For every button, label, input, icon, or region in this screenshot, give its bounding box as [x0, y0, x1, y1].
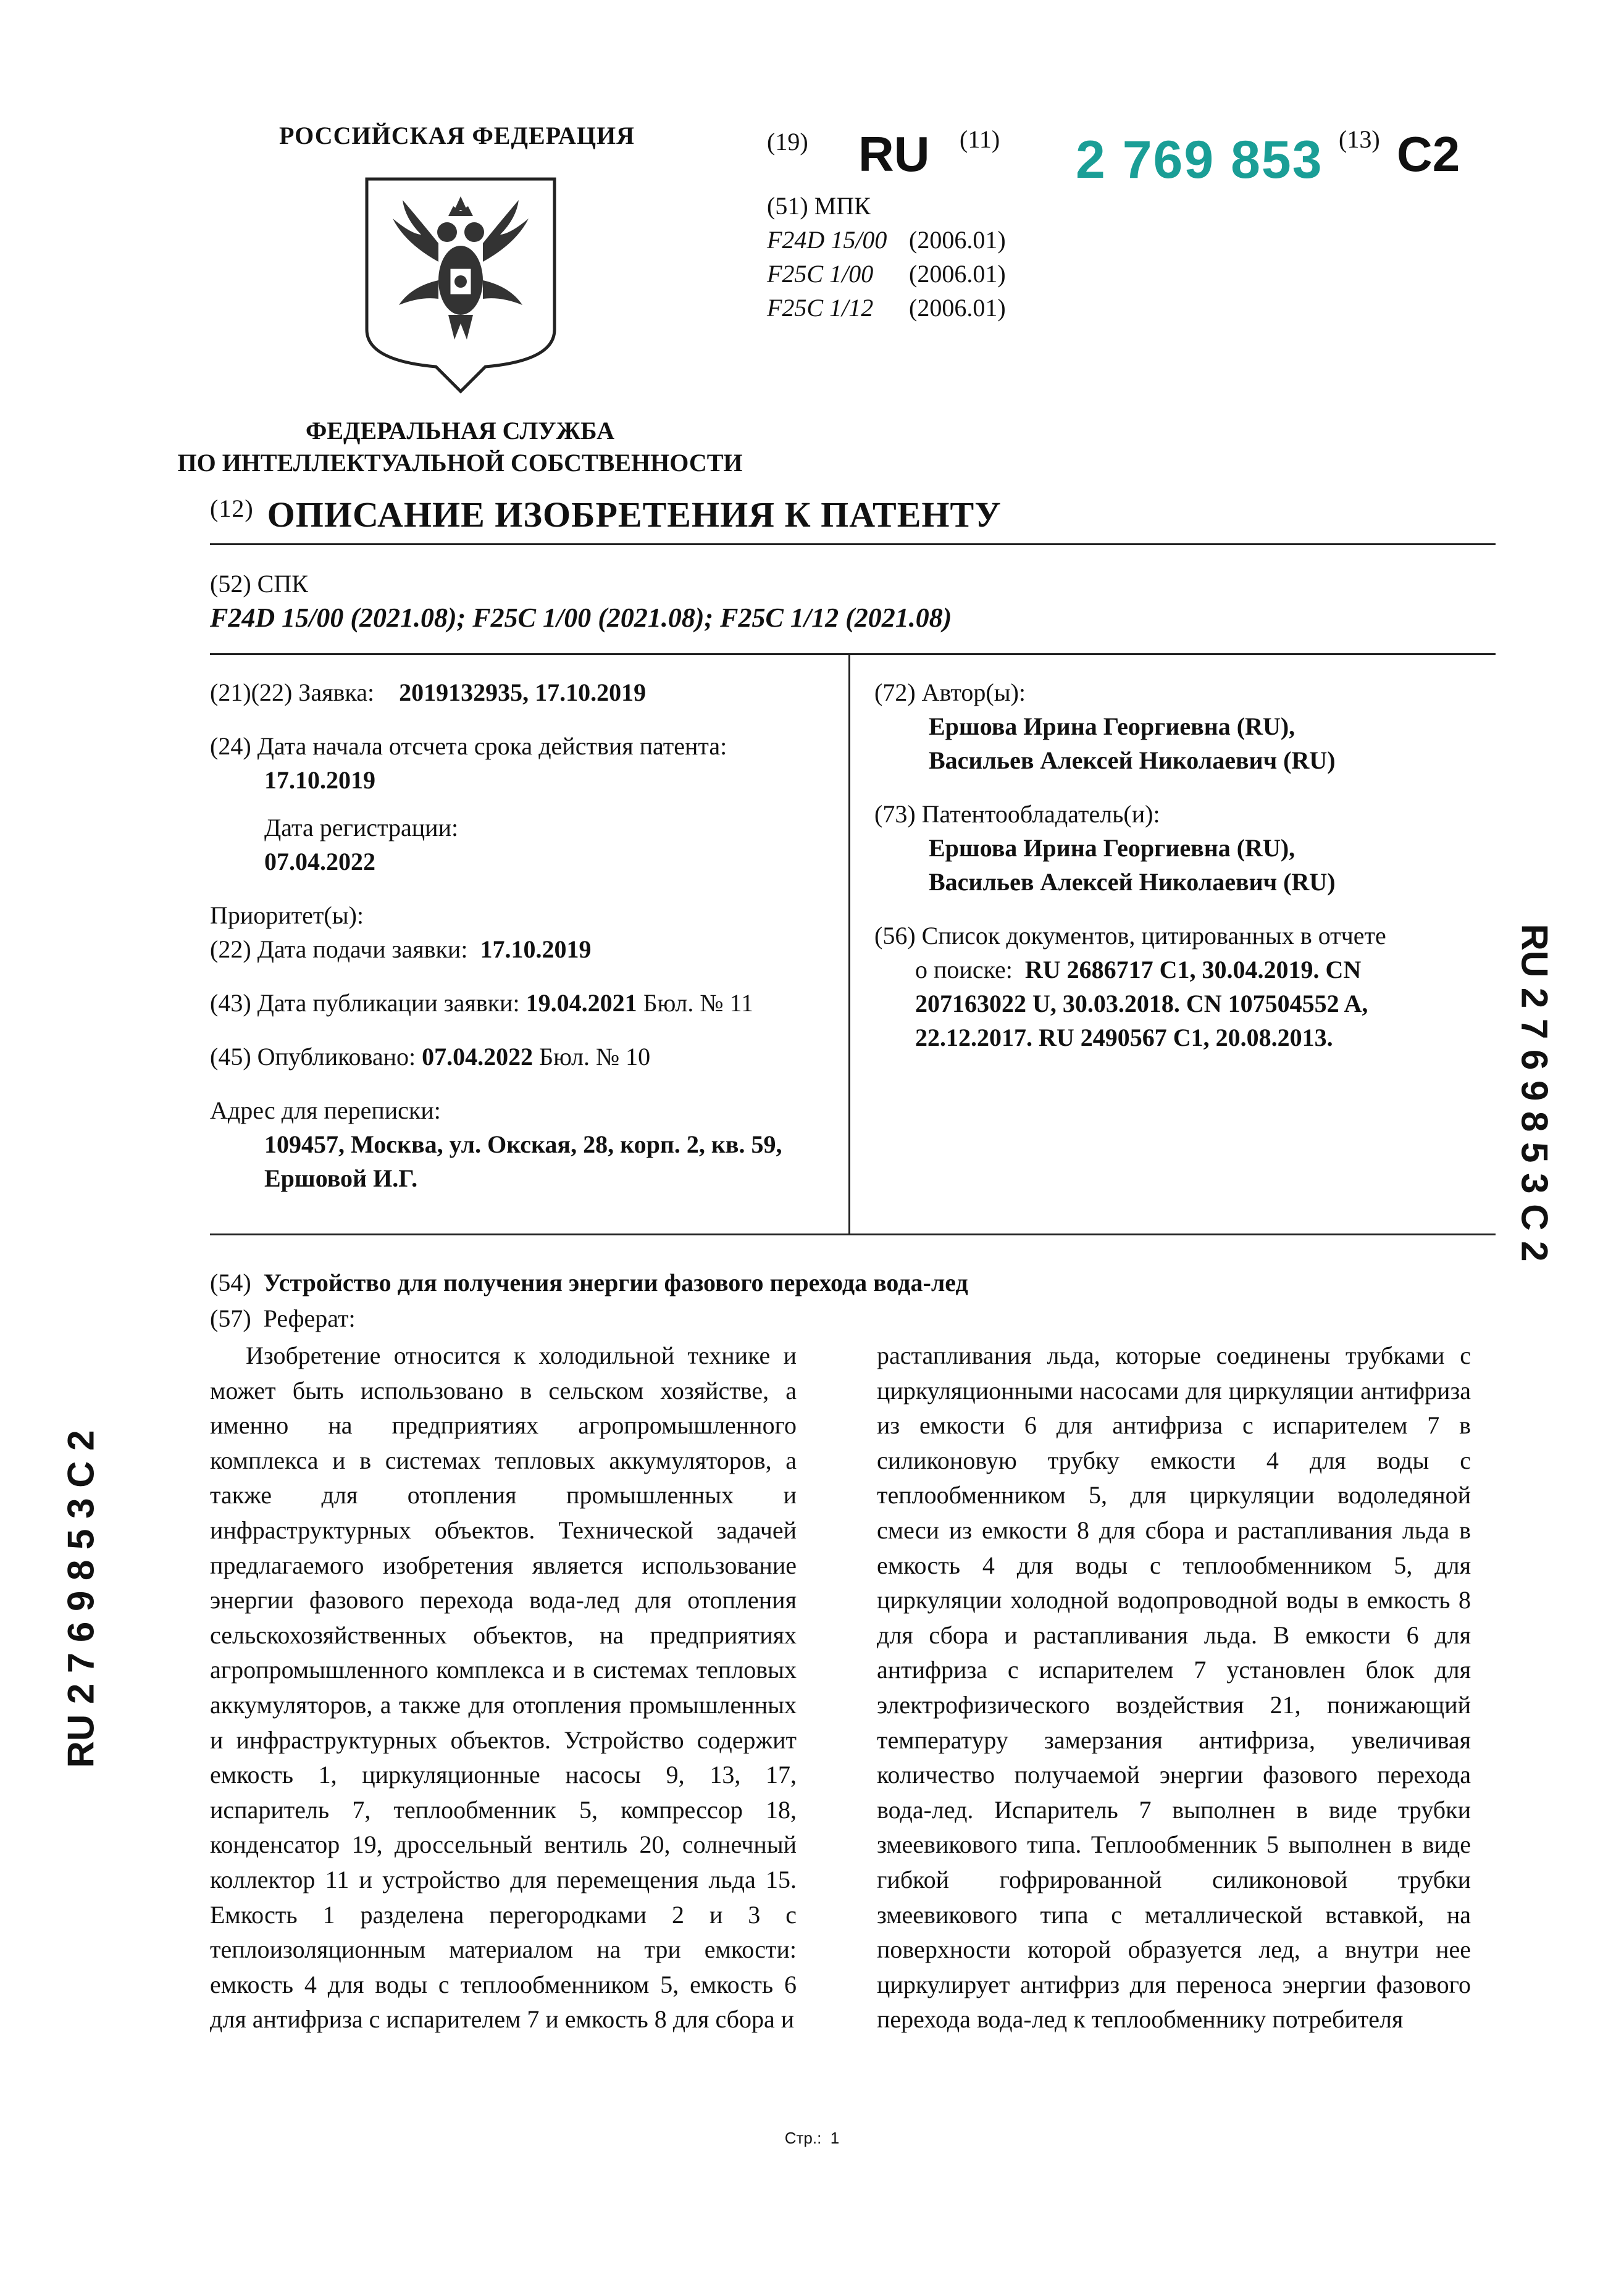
abstract-paragraph: Изобретение относится к холодильной технике и может быть использовано в сельском хозяйстве, а именно на предприятиях агропромышленного комплекса и в системах тепловых аккумуляторов, а также для отопления промышленных и инфраструктурных объектов. Технической задачей предлагаемого изобретения является использование энергии фазового перехода вода-лед для отопления сельскохозяйственных объектов, на предприятиях агропромышленного комплекса и в системах тепловых аккумуляторов, а также для отопления промышленных и инфраструктурных объектов. Устройство содержит емкость 1, циркуляционные насосы 9, 13, 17, испаритель 7, теплообменник 5, компрессор 18, конденсатор 19, дроссельный вентиль 20, солнечный коллектор 11 и устройство для перемещения льда 15. Емкость 1 разделена перегородками 2 и 3 с теплоизоляционным материалом на три емкости: емкость 4 для воды с теплообменником 5, емкость 6 для антифриза с испарителем 7 и емкость 8 для сбора и [210, 1342, 797, 2034]
code-11: (11) [960, 125, 1000, 153]
owners-block: (73) Патентообладатель(и): Ершова Ирина Георгиевна (RU), Васильев Алексей Николаевич (RU) [874, 800, 1336, 896]
citations-block: (56) Список документов, цитированных в отчете о поиске: RU 2686717 C1, 30.04.2019. CN 207163022 U, 30.03.2018. CN 107504552 A, 22.12.2017. RU 2490567 C1, 20.08.2013. [874, 922, 1386, 1051]
country-code: RU [858, 127, 930, 182]
document-title [210, 494, 1002, 535]
application-publication-row: (43) Дата публикации заявки: 19.04.2021 Бюл. № 11 [210, 989, 754, 1017]
page-footer [741, 2129, 883, 2148]
cpc-label: (52) СПК [210, 570, 308, 598]
code-12: (12) [210, 495, 254, 522]
priority-label: Приоритет(ы): [210, 901, 364, 929]
agency-line-2: ПО ИНТЕЛЛЕКТУАЛЬНОЙ СОБСТВЕННОСТИ [177, 449, 743, 477]
authors-block: (72) Автор(ы): Ершова Ирина Георгиевна (RU), Васильев Алексей Николаевич (RU) [874, 678, 1336, 774]
abstract-label: (57) Реферат: [210, 1305, 356, 1332]
coat-of-arms-emblem [362, 175, 559, 398]
application-number: 2019132935, 17.10.2019 [399, 678, 647, 706]
kind-code: C2 [1397, 127, 1460, 182]
ipc-classification [767, 189, 1006, 325]
document-title-text: ОПИСАНИЕ ИЗОБРЕТЕНИЯ К ПАТЕНТУ [267, 495, 1002, 535]
owner-name: Ершова Ирина Георгиевна (RU), [929, 834, 1295, 862]
registration-date: 07.04.2022 [264, 848, 375, 875]
invention-title-text: Устройство для получения энергии фазового перехода вода-лед [263, 1269, 968, 1296]
author-name: Васильев Алексей Николаевич (RU) [929, 746, 1336, 774]
registration-row: Дата регистрации: 07.04.2022 [264, 814, 459, 875]
abstract-paragraph: растапливания льда, которые соединены трубками с циркуляционными насосами для циркуляции антифриза из емкости 6 для антифриза с испарителем 7 в силиконовую трубку емкости 4 для воды с теплообменником 5, для циркуляции водоледяной смеси из емкости 8 для сбора и растапливания льда в емкость 4 для воды с теплообменником 5, для циркуляции холодной водопроводной воды в емкость 8 для сбора и растапливания льда. В емкости 6 для антифриза с испарителем 7 установлен блок для электрофизического воздействия 21, понижающий температуру замерзания антифриза, увеличивая количество получаемой энергии фазового перехода вода-лед. Испаритель 7 выполнен в виде трубки змеевикового типа. Теплообменник 5 выполнен в виде гибкой гофрированной силиконовой трубки змеевикового типа с металлической вставкой, на поверхности которой образуется лед, а внутри нее циркулирует антифриз для переноса энергии фазового перехода вода-лед к теплообменнику потребителя [877, 1342, 1471, 2034]
term-start-row: (24) Дата начала отсчета срока действия патента: 17.10.2019 [210, 732, 727, 794]
ipc-label: (51) МПК [767, 192, 871, 220]
application-row: (21)(22) Заявка: 2019132935, 17.10.2019 [210, 678, 647, 706]
term-start-date: 17.10.2019 [264, 766, 375, 794]
cpc-codes: F24D 15/00 (2021.08); F25C 1/00 (2021.08); F25C 1/12 (2021.08) [210, 603, 952, 633]
divider [210, 543, 1496, 545]
code-13: (13) [1339, 125, 1380, 153]
ipc-entry: F24D 15/00 (2006.01) [767, 226, 1006, 254]
side-stamp-left: RU 2 7 6 9 8 5 3 C 2 [60, 1430, 102, 1768]
filing-date-row: (22) Дата подачи заявки: 17.10.2019 [210, 935, 592, 963]
abstract-left-column [210, 1338, 797, 2037]
column-divider [848, 653, 850, 1235]
published-row: (45) Опубликовано: 07.04.2022 Бюл. № 10 [210, 1043, 651, 1071]
bibliographic-left [210, 675, 840, 1215]
divider [210, 1234, 1496, 1235]
code-19: (19) [767, 128, 808, 156]
country-name: РОССИЙСКАЯ ФЕДЕРАЦИЯ [278, 122, 635, 149]
published-date: 07.04.2022 [422, 1043, 534, 1071]
owner-name: Васильев Алексей Николаевич (RU) [929, 868, 1336, 896]
publication-number-row [767, 121, 1489, 189]
agency-line-1: ФЕДЕРАЛЬНАЯ СЛУЖБА [306, 417, 614, 445]
correspondence-address: Адрес для переписки: 109457, Москва, ул. Окская, 28, корп. 2, кв. 59, Ершовой И.Г. [210, 1096, 782, 1192]
page-label: Стр.: [784, 2129, 822, 2147]
ipc-entry: F25C 1/12 (2006.01) [767, 294, 1006, 322]
abstract-right-column [877, 1338, 1471, 2037]
invention-title: (54) Устройство для получения энергии фазового перехода вода-лед [210, 1269, 968, 1296]
agency-name [136, 415, 784, 479]
cpc-classification [210, 567, 952, 635]
page-number: 1 [830, 2129, 840, 2147]
divider [210, 653, 1496, 655]
author-name: Ершова Ирина Георгиевна (RU), [929, 712, 1295, 740]
side-stamp-right: RU 2 7 6 9 8 5 3 C 2 [1513, 924, 1555, 1262]
patent-number: 2 769 853 [1076, 130, 1323, 190]
bibliographic-right [874, 675, 1504, 1074]
application-publication-date: 19.04.2021 [525, 989, 637, 1017]
ipc-entry: F25C 1/00 (2006.01) [767, 260, 1006, 288]
filing-date: 17.10.2019 [480, 935, 592, 963]
